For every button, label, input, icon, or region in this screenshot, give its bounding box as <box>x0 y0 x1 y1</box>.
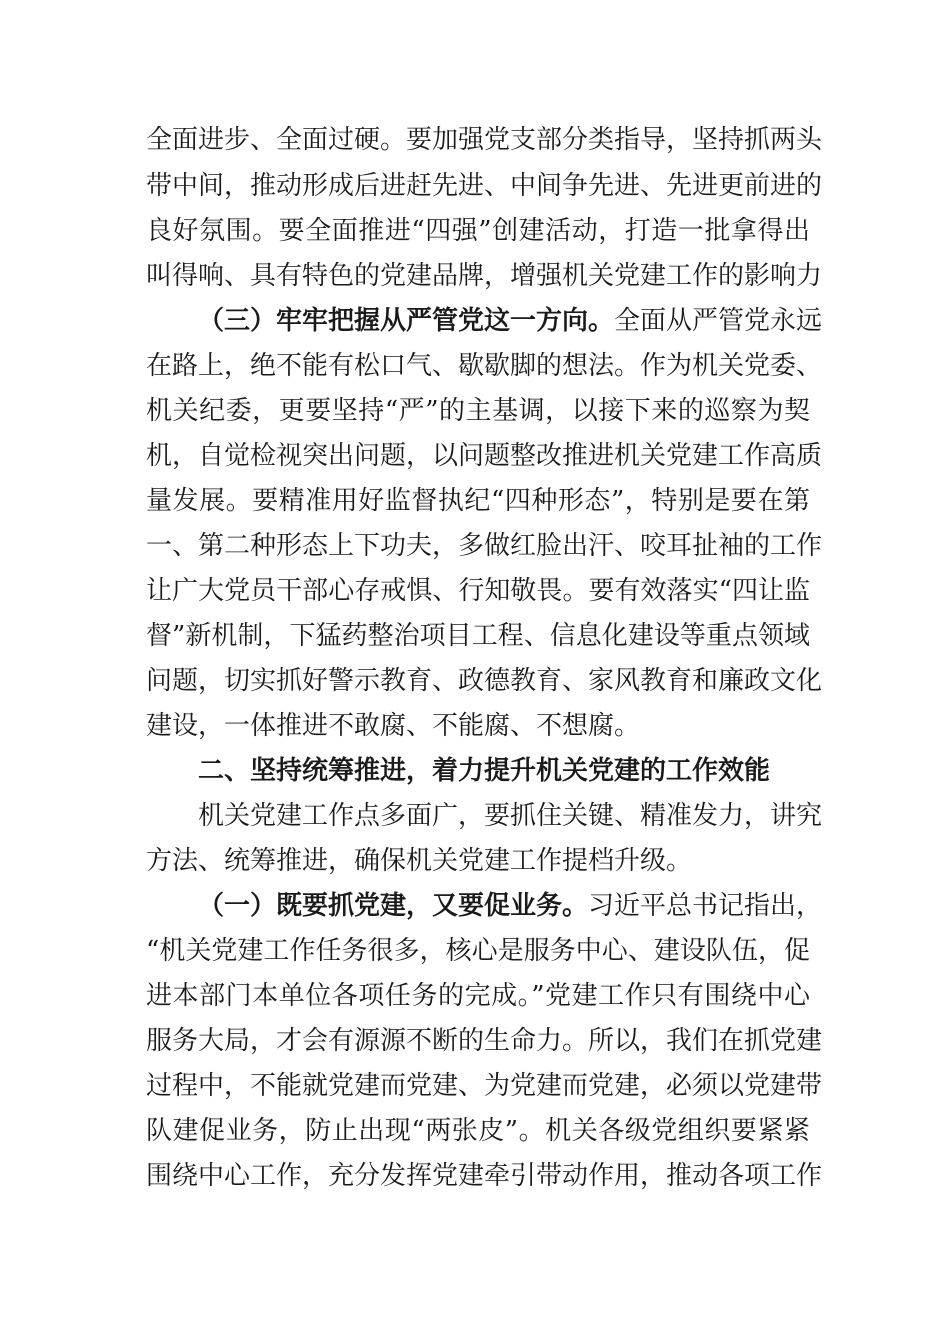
paragraph-line: 机关党建工作点多面广，要抓住关键、精准发力，讲究 <box>198 801 823 831</box>
paragraph-line: 督”新机制，下猛药整治项目工程、信息化建设等重点领域 <box>146 621 810 651</box>
section-line <box>198 299 823 343</box>
section-line <box>198 884 823 928</box>
paragraph-line: 围绕中心工作，充分发挥党建牵引带动作用，推动各项工作 <box>146 1161 823 1191</box>
paragraph-line: 方法、统筹推进，确保机关党建工作提档升级。 <box>146 846 693 876</box>
paragraph-line: 过程中，不能就党建而党建、为党建而党建，必须以党建带 <box>146 1071 823 1101</box>
section-text: 习近平总书记指出， <box>588 891 823 921</box>
paragraph-line: 进本部门本单位各项任务的完成。”党建工作只有围绕中心 <box>146 981 810 1011</box>
chapter-heading: 二、坚持统筹推进，着力提升机关党建的工作效能 <box>198 756 771 786</box>
paragraph-line: 在路上，绝不能有松口气、歇歇脚的想法。作为机关党委、 <box>146 351 823 381</box>
paragraph-line: 量发展。要精准用好监督执纪“四种形态”，特别是要在第 <box>146 486 810 516</box>
section-text: 全面从严管党永远 <box>614 306 823 336</box>
paragraph-line: 队建促业务，防止出现“两张皮”。机关各级党组织要紧紧 <box>146 1116 810 1146</box>
paragraph-line: 叫得响、具有特色的党建品牌，增强机关党建工作的影响力 <box>146 261 823 291</box>
paragraph-line: 建设，一体推进不敢腐、不能腐、不想腐。 <box>146 711 641 741</box>
section-heading: （三）牢牢把握从严管党这一方向。 <box>198 306 615 336</box>
paragraph-line: 良好氛围。要全面推进“四强”创建活动，打造一批拿得出 <box>146 216 810 246</box>
paragraph-line: 让广大党员干部心存戒惧、行知敬畏。要有效落实“四让监 <box>146 576 810 606</box>
paragraph-line: 机，自觉检视突出问题，以问题整改推进机关党建工作高质 <box>146 441 823 471</box>
paragraph-line: 带中间，推动形成后进赶先进、中间争先进、先进更前进的 <box>146 171 823 201</box>
paragraph-line: 服务大局，才会有源源不断的生命力。所以，我们在抓党建 <box>146 1026 823 1056</box>
paragraph-line: 全面进步、全面过硬。要加强党支部分类指导，坚持抓两头 <box>146 125 823 155</box>
section-heading: （一）既要抓党建，又要促业务。 <box>198 891 589 921</box>
paragraph-line: 一、第二种形态上下功夫，多做红脸出汗、咬耳扯袖的工作 <box>146 531 823 561</box>
paragraph-line: 机关纪委，更要坚持“严”的主基调，以接下来的巡察为契 <box>146 396 810 426</box>
paragraph-line: “机关党建工作任务很多，核心是服务中心、建设队伍，促 <box>146 936 810 966</box>
paragraph-line: 问题，切实抓好警示教育、政德教育、家风教育和廉政文化 <box>146 666 823 696</box>
